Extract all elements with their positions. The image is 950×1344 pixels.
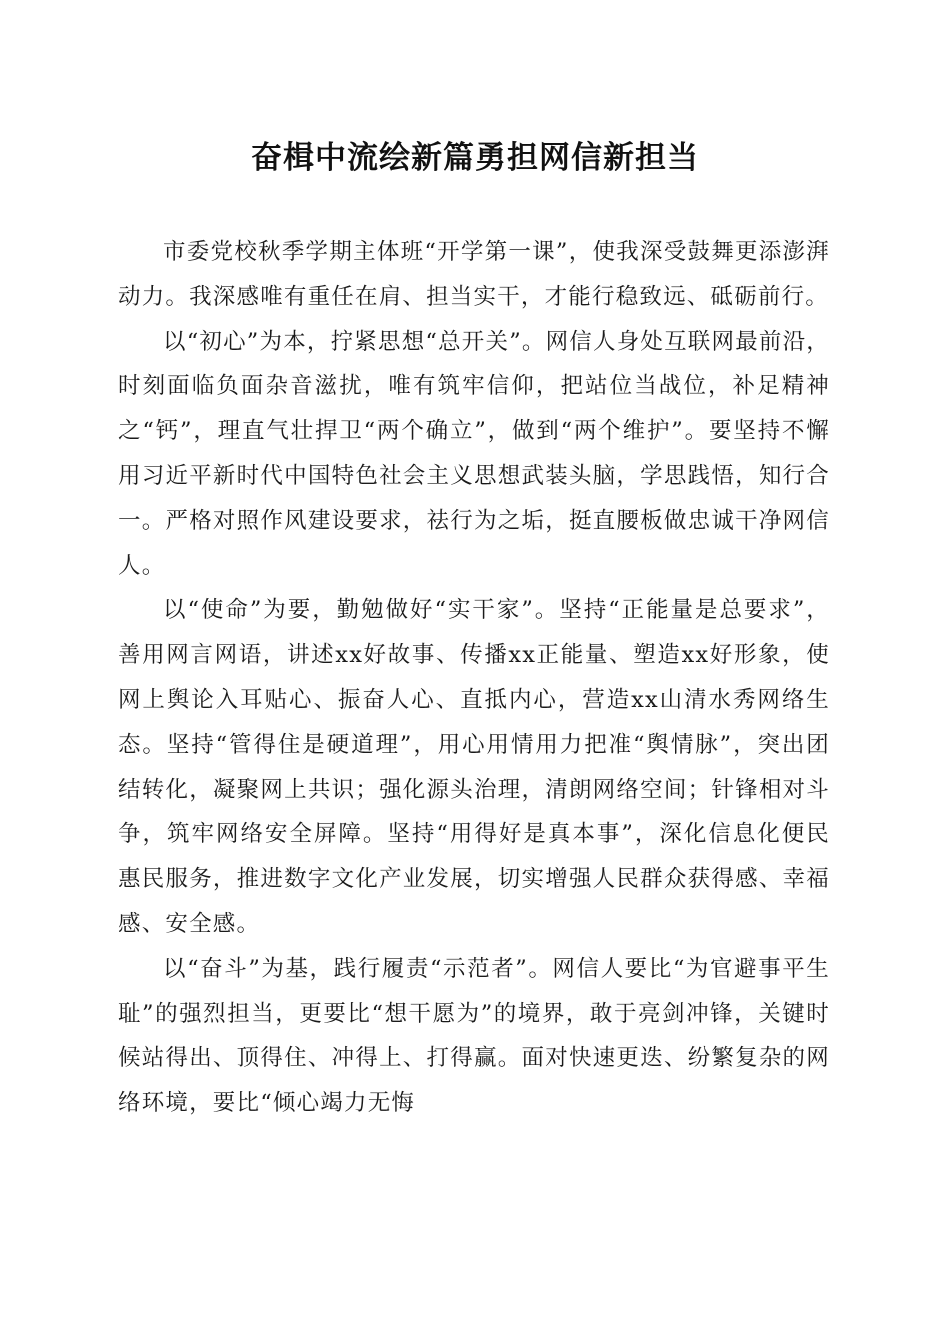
paragraph-original-aspiration: 以“初心”为本，拧紧思想“总开关”。网信人身处互联网最前沿，时刻面临负面杂音滋扰，唯有筑牢信仰，把站位当战位，补足精神之“钙”，理直气壮捍卫“两个确立”，做到“两个维护”。要坚持不懈用习近平新时代中国特色社会主义思想武装头脑，学思践悟，知行合一。严格对照作风建设要求，祛行为之垢，挺直腰板做忠诚干净网信人。 xyxy=(118,328,831,579)
paragraph-mission: 以“使命”为要，勤勉做好“实干家”。坚持“正能量是总要求”，善用网言网语，讲述xx好故事、传播xx正能量、塑造xx好形象，使网上舆论入耳贴心、振奋人心、直抵内心，营造xx山清水秀网络生态。坚持“管得住是硬道理”，用心用情用力把准“舆情脉”，突出团结转化，凝聚网上共识；强化源头治理，清朗网络空间；针锋相对斗争，筑牢网络安全屏障。坚持“用得好是真本事”，深化信息化便民惠民服务，推进数字文化产业发展，切实增强人民群众获得感、幸福感、安全感。 xyxy=(118,597,830,937)
paragraph-intro: 市委党校秋季学期主体班“开学第一课”，使我深受鼓舞更添澎湃动力。我深感唯有重任在肩、担当实干，才能行稳致远、砥砺前行。 xyxy=(118,239,830,310)
document-body xyxy=(118,230,830,1126)
document-title: 奋楫中流绘新篇勇担网信新担当 xyxy=(251,140,699,176)
paragraph-striving: 以“奋斗”为基，践行履责“示范者”。网信人要比“为官避事平生耻”的强烈担当，更要比“想干愿为”的境界，敢于亮剑冲锋，关键时候站得出、顶得住、冲得上、打得赢。面对快速更迭、纷繁复杂的网络环境，要比“倾心竭力无悔 xyxy=(118,955,830,1117)
